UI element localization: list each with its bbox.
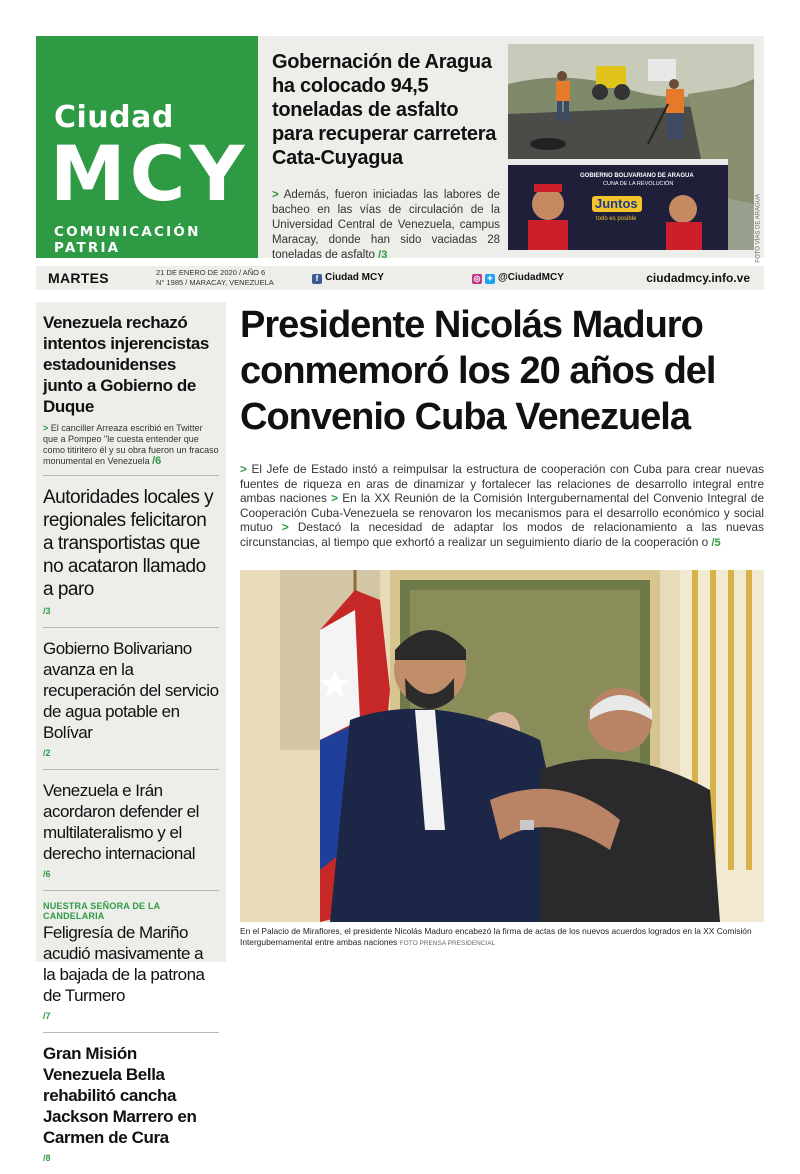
issue-line: N° 1985 / MARACAY, VENEZUELA	[156, 278, 274, 287]
arrow-icon: >	[331, 491, 339, 506]
social-handle: @CiudadMCY	[498, 272, 564, 283]
sidebar-story[interactable]	[43, 1043, 219, 1174]
arrow-icon: >	[240, 462, 247, 476]
caption-credit: FOTO PRENSA PRESIDENCIAL	[399, 940, 496, 947]
sidebar-story-page-ref[interactable]: /6	[152, 455, 162, 467]
main-photo	[240, 570, 764, 922]
main-photo-caption	[240, 926, 764, 949]
social-link[interactable]	[472, 272, 564, 284]
weekday: MARTES	[48, 270, 109, 286]
sidebar-story[interactable]	[43, 780, 219, 891]
photo-credit: FOTO VÍAS DE ARAGUA	[756, 194, 762, 263]
sidebar-story-headline[interactable]: Autoridades locales y regionales felicitaron a transportistas que no acataron llamado a paro	[43, 487, 214, 600]
twitter-icon: ✦	[486, 274, 494, 283]
main-lead-1: El Jefe de Estado instó a reimpulsar la estructura de cooperación con Cuba para crear nuevas fuentes de riqueza en aras de dinamizar y fortalecer las relaciones de desarrollo integral entre ambas naciones	[240, 462, 765, 506]
sidebar-story-page-ref[interactable]: /3	[43, 606, 51, 616]
facebook-icon: f	[312, 274, 322, 284]
masthead	[36, 36, 764, 263]
arrow-icon: >	[281, 520, 289, 535]
asphalt-photo	[508, 44, 762, 263]
sidebar-story-page-ref[interactable]: /8	[43, 1153, 51, 1163]
main-lead-2: En la XX Reunión de la Comisión Intergubernamental del Convenio Integral de Cooperación Cuba-Venezuela se renovaron los mecanismos para el desarrollo económico y social mutuo	[240, 491, 765, 535]
top-story-summary-text: Además, fueron iniciadas las labores de bacheo en las vías de circulación de la Universidad Central de Venezuela, campus Maracay, donde han sido vaciadas 28 toneladas de asfalto	[272, 189, 500, 261]
sidebar-story-summary-text: El canciller Arreaza escribió en Twitter que a Pompeo "le cuesta entender que como titiritero él y su obra fueron un fracaso monumental en Venezuela	[43, 423, 219, 466]
logo-city: Ciudad	[54, 100, 174, 135]
sidebar-story[interactable]	[43, 901, 219, 1033]
sidebar-story[interactable]	[43, 312, 219, 476]
logo-tagline: COMUNICACIÓN PATRIA	[54, 224, 201, 256]
top-story[interactable]	[272, 50, 500, 263]
main-lead-3: Destacó la necesidad de adaptar los modos de relacionamiento a las nuevas circunstancias, al tiempo que exhortó a realizar un seguimiento diario de la cooperación o	[240, 520, 765, 549]
facebook-link[interactable]	[312, 272, 384, 284]
main-photo-illustration	[240, 570, 764, 922]
main-headline[interactable]: Presidente Nicolás Maduro conmemoró los 20 años del Convenio Cuba Venezuela	[240, 304, 716, 438]
instagram-icon: ◎	[473, 274, 481, 283]
asphalt-photo-illustration	[508, 44, 754, 250]
banner-line1: GOBIERNO BOLIVARIANO DE ARAGUA	[580, 173, 694, 179]
main-page-ref[interactable]: /5	[711, 536, 721, 549]
date-bar	[36, 266, 764, 290]
top-story-summary	[272, 188, 500, 263]
sidebar-story-headline[interactable]: Gobierno Bolivariano avanza en la recuperación del servicio de agua potable en Bolívar	[43, 639, 219, 742]
sidebar-story-headline[interactable]: Venezuela rechazó intentos injerencistas estadounidenses junto a Gobierno de Duque	[43, 313, 209, 416]
banner-line2: CUNA DE LA REVOLUCIÓN	[603, 181, 674, 187]
issue-meta	[156, 268, 274, 288]
logo-mcy: MCY	[50, 129, 249, 218]
arrow-icon: >	[272, 189, 279, 201]
sidebar-story[interactable]	[43, 486, 219, 628]
arrow-icon: >	[43, 423, 49, 433]
date-line: 21 DE ENERO DE 2020 / AÑO 6	[156, 268, 266, 277]
banner-juntos: Juntos	[595, 196, 638, 211]
sidebar-story-summary	[43, 423, 219, 467]
sidebar	[36, 302, 226, 1163]
sidebar-story-page-ref[interactable]: /6	[43, 869, 51, 879]
sidebar-story-headline[interactable]: Feligresía de Mariño acudió masivamente a la bajada de la patrona de Turmero	[43, 923, 205, 1005]
sidebar-story[interactable]	[43, 638, 219, 770]
sidebar-story-kicker: NUESTRA SEÑORA DE LA CANDELARIA	[43, 901, 161, 921]
website-link[interactable]: ciudadmcy.info.ve	[646, 271, 750, 285]
facebook-handle: Ciudad MCY	[325, 272, 384, 283]
banner-juntos-sub: todo es posible	[596, 216, 637, 222]
sidebar-story-page-ref[interactable]: /2	[43, 748, 51, 758]
sidebar-story-page-ref[interactable]: /7	[43, 1011, 51, 1021]
newspaper-logo[interactable]	[36, 36, 258, 258]
sidebar-story-headline[interactable]: Gran Misión Venezuela Bella rehabilitó cancha Jackson Marrero en Carmen de Cura	[43, 1044, 197, 1147]
caption-text: En el Palacio de Miraflores, el presidente Nicolás Maduro encabezó la firma de actas de los nuevos acuerdos logrados en la XX Comisión Intergubernamental entre ambas naciones	[240, 926, 752, 947]
top-story-page-ref[interactable]: /3	[378, 249, 388, 261]
top-story-headline[interactable]: Gobernación de Aragua ha colocado 94,5 toneladas de asfalto para recuperar carretera Cata-Cuyagua	[272, 51, 497, 169]
main-lead	[240, 462, 764, 551]
sidebar-story-headline[interactable]: Venezuela e Irán acordaron defender el multilateralismo y el derecho internacional	[43, 781, 199, 863]
